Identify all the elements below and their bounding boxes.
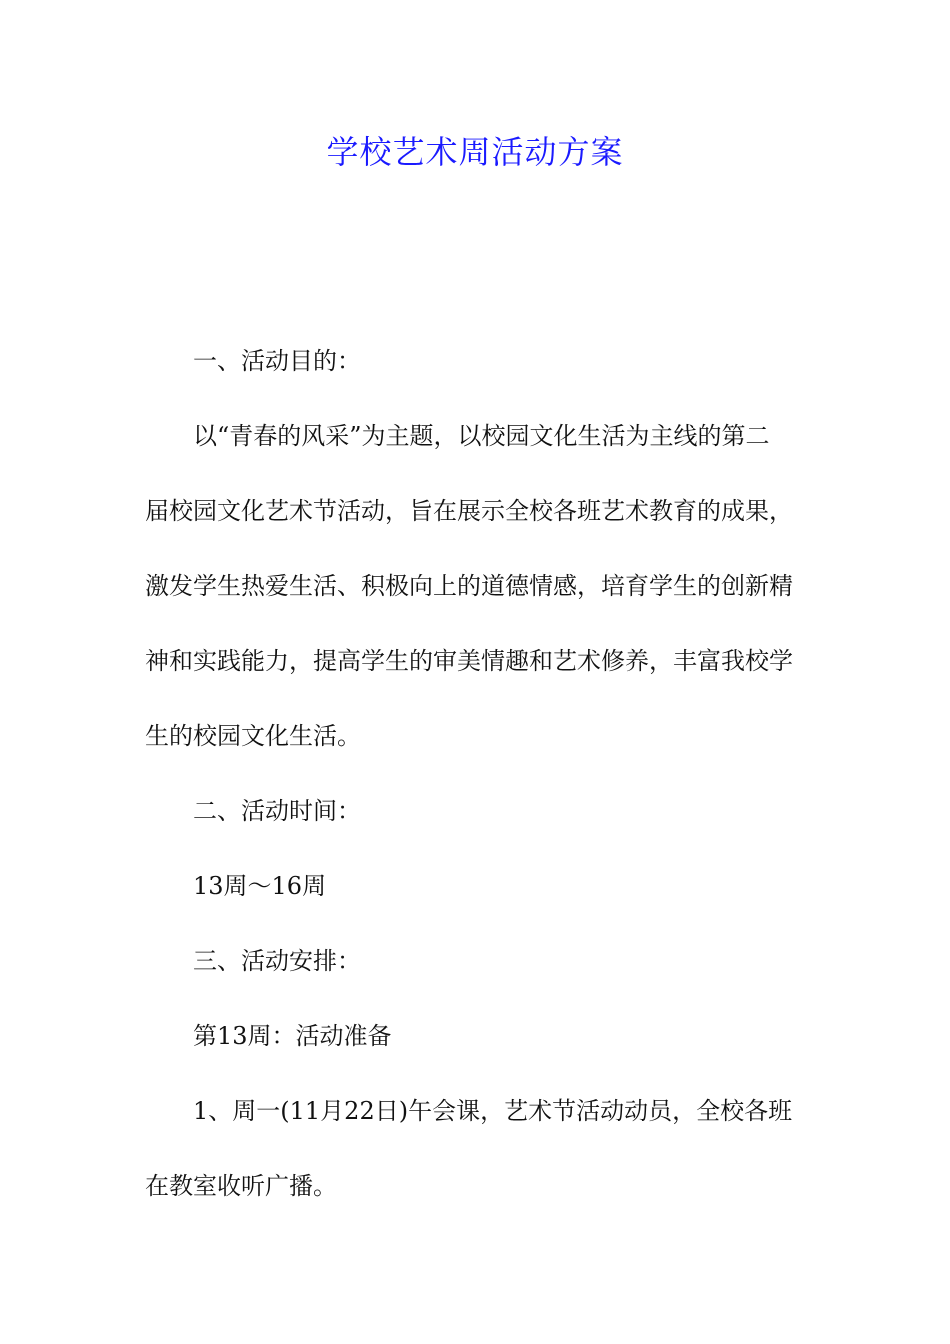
document-title: 学校艺术周活动方案 bbox=[326, 133, 624, 171]
section-heading-schedule: 三、活动安排： bbox=[193, 947, 361, 975]
paragraph-line: 激发学生热爱生活、积极向上的道德情感，培育学生的创新精 bbox=[145, 572, 793, 600]
section-heading-time: 二、活动时间： bbox=[193, 797, 361, 825]
activity-time-value: 13周～16周 bbox=[193, 872, 327, 900]
paragraph-line: 届校园文化艺术节活动，旨在展示全校各班艺术教育的成果， bbox=[145, 497, 793, 525]
section-heading-purpose: 一、活动目的： bbox=[193, 347, 361, 375]
paragraph-line: 神和实践能力，提高学生的审美情趣和艺术修养，丰富我校学 bbox=[145, 647, 793, 675]
week-heading: 第13周：活动准备 bbox=[193, 1022, 392, 1050]
paragraph-line: 生的校园文化生活。 bbox=[145, 722, 361, 750]
list-item-line: 在教室收听广播。 bbox=[145, 1172, 337, 1200]
paragraph-line: 以“青春的风采”为主题，以校园文化生活为主线的第二 bbox=[193, 422, 770, 450]
document-body bbox=[145, 340, 810, 1240]
list-item-line: 1、周一(11月22日)午会课，艺术节活动动员，全校各班 bbox=[193, 1097, 793, 1125]
